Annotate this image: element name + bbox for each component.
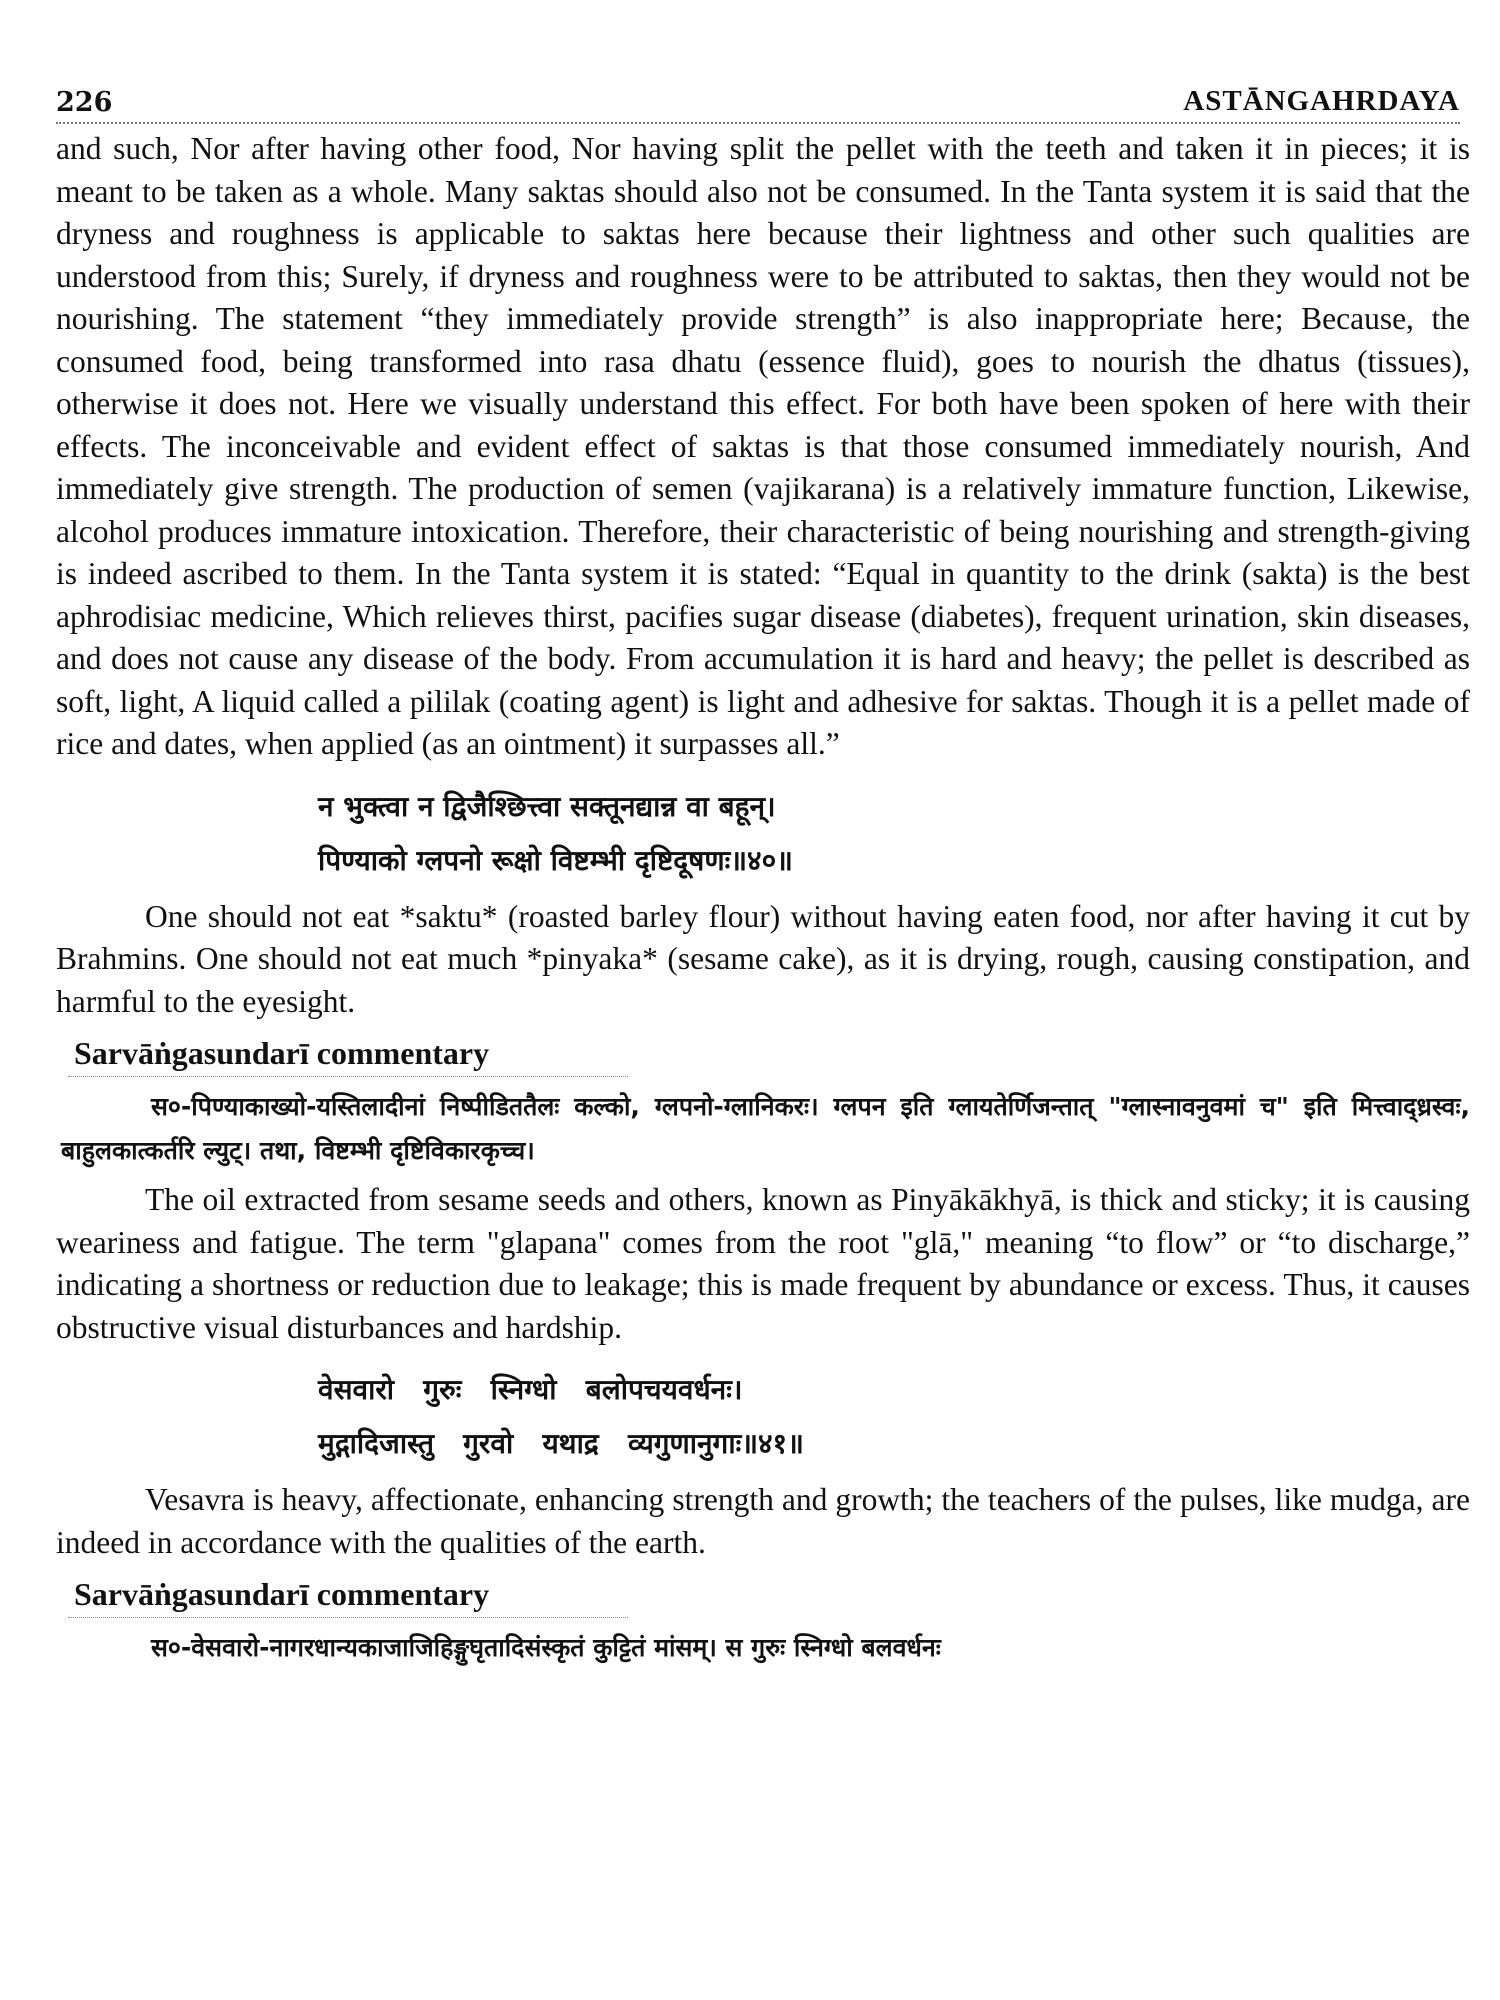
commentary-heading-1-rule xyxy=(68,1076,628,1077)
translation-40: One should not eat *saktu* (roasted barley flour) without having eaten food, nor after having it cut by Brahmins. One should not eat much *pinyaka* (sesame cake), as it is drying, rough, causing constipation, and harmful to the eyesight. xyxy=(56,898,1470,1019)
commentary-2-sanskrit-text: स०-वेसवारो-नागरधान्यकाजाजिहिङ्गुघृतादिसंस्कृतं कुट्टितं मांसम्। स गुरुः स्निग्धो बलवर्धनः xyxy=(151,1633,941,1662)
verse-40-line-1: न भुक्त्वा न द्विजैश्छित्त्वा सक्तूनद्यान्न वा बहून्। xyxy=(318,789,776,823)
header-rule xyxy=(56,122,1460,124)
intro-paragraph: and such, Nor after having other food, Nor having split the pellet with the teeth and taken it in pieces; it is meant to be taken as a whole. Many saktas should also not be consumed. In the Tanta system it is said that the dryness and roughness is applicable to saktas here because their lightness and other such qualities are understood from this; Surely, if dryness and roughness were to be attributed to saktas, then they would not be nourishing. The statement “they immediately provide strength” is also inappropriate here; Because, the consumed food, being transformed into rasa dhatu (essence fluid), goes to nourish the dhatus (tissues), otherwise it does not. Here we visually understand this effect. For both have been spoken of here with their effects. The inconceivable and evident effect of saktas is that those consumed immediately nourish, And immediately give strength. The production of semen (vajikarana) is a relatively immature function, Likewise, alcohol produces immature intoxication. Therefore, their characteristic of being nourishing and strength-giving is indeed ascribed to them. In the Tanta system it is stated: “Equal in quantity to the drink (sakta) is the best aphrodisiac medicine, Which relieves thirst, pacifies sugar disease (diabetes), frequent urination, skin diseases, and does not cause any disease of the body. From accumulation it is hard and heavy; the pellet is described as soft, light, A liquid called a pililak (coating agent) is light and adhesive for saktas. Though it is a pellet made of rice and dates, when applied (as an ointment) it surpasses all.” xyxy=(56,131,1470,761)
commentary-heading-2: Sarvāṅgasundarī commentary xyxy=(74,1576,490,1612)
commentary-2-sanskrit xyxy=(61,1626,1470,1670)
commentary-1-english: The oil extracted from sesame seeds and others, known as Pinyākākhyā, is thick and sticky; it is causing weariness and fatigue. The term "glapana" comes from the root "glā," meaning “to flow” or “to discharge,” indicating a shortness or reduction due to leakage; this is made frequent by abundance or excess. Thus, it causes obstructive visual disturbances and hardship. xyxy=(56,1182,1470,1345)
commentary-1-sanskrit xyxy=(61,1085,1470,1173)
commentary-1-sanskrit-text: स०-पिण्याकाख्यो-यस्तिलादीनां निष्पीडिततैलः कल्को, ग्लपनो-ग्लानिकरः। ग्लपन इति ग्लायतेर्णिजन्तात् "ग्लास्नावनुवमां च" इति मित्त्वाद्ध्रस्वः, बाहुलकात्कर्तरि ल्युट्। तथा, विष्टम्भी दृष्टिविकारकृच्च। xyxy=(61,1092,1470,1165)
verse-41-line-2: मुद्गादिजास्तु गुरवो यथाद्र व्यगुणानुगाः॥४१॥ xyxy=(318,1427,804,1460)
page-header xyxy=(56,78,1470,118)
commentary-heading-2-rule xyxy=(68,1617,628,1618)
translation-41: Vesavra is heavy, affectionate, enhancing strength and growth; the teachers of the pulses, like mudga, are indeed in accordance with the qualities of the earth. xyxy=(56,1482,1470,1560)
commentary-heading-1: Sarvāṅgasundarī commentary xyxy=(74,1035,490,1071)
verse-41-line-1: वेसवारो गुरुः स्निग्धो बलोपचयवर्धनः। xyxy=(318,1373,743,1406)
verse-40 xyxy=(56,780,1470,888)
running-head: ASTĀNGAHRDAYA xyxy=(1183,85,1460,117)
verse-41 xyxy=(56,1363,1470,1471)
verse-40-line-2: पिण्याको ग्लपनो रूक्षो विष्टम्भी दृष्टिदूषणः॥४०॥ xyxy=(318,843,793,877)
page-number: 226 xyxy=(56,87,113,118)
